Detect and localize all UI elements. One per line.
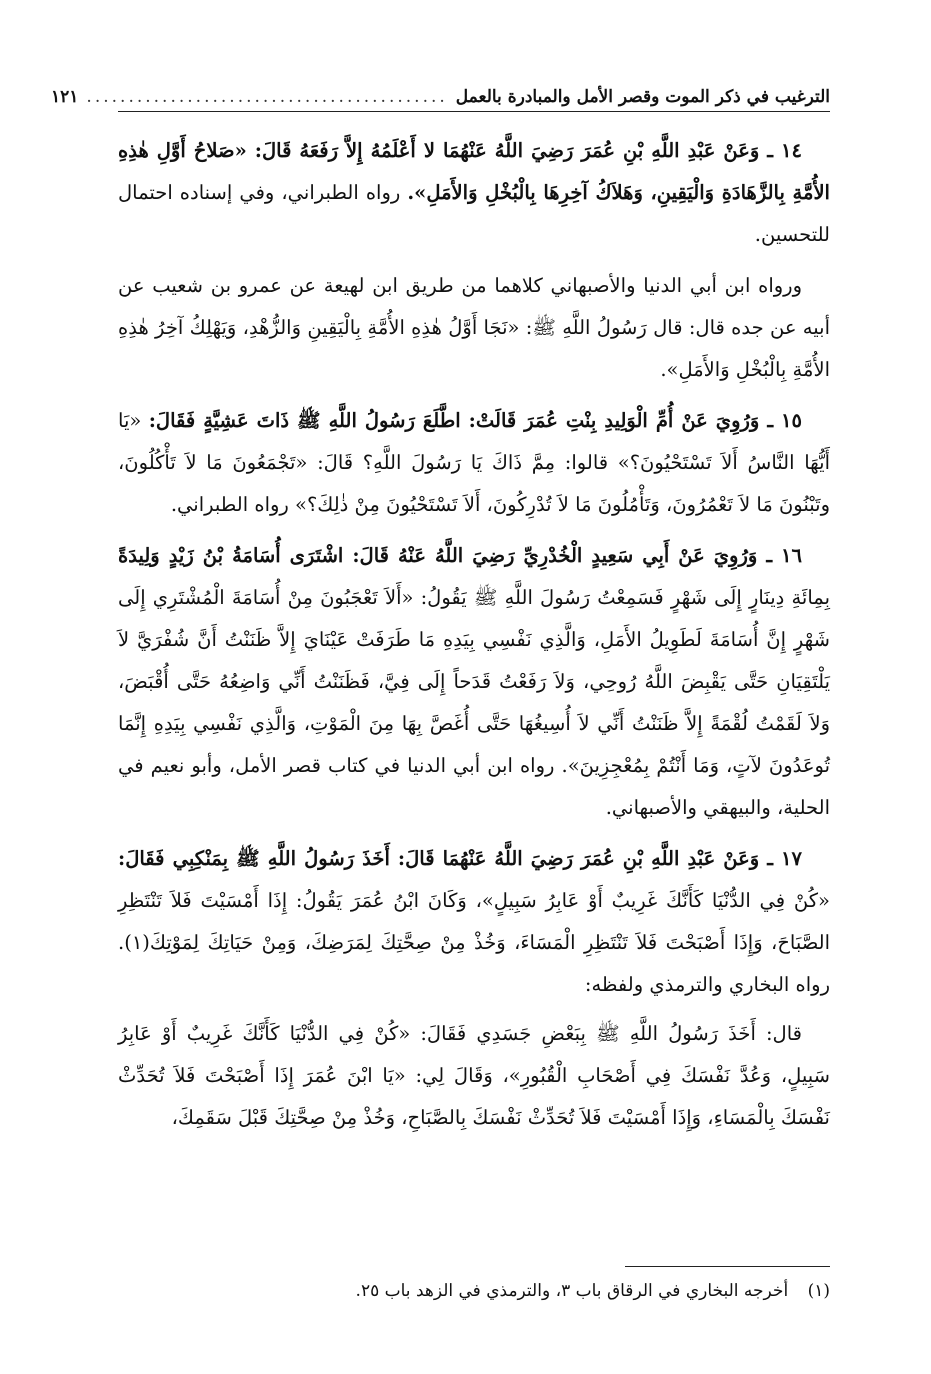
running-head-leader-dots: ...........................................	[86, 87, 448, 107]
commentary-text: قال: أَخَذَ رَسُولُ اللَّهِ ﷺ بِبَعْضِ جَسَدِي فَقَالَ: «كُنْ فِي الدُّنْيَا كَأَنَّكَ غَرِيبٌ أَوْ عَابِرُ سَبِيلٍ، وَعُدَّ نَفْسَكَ فِي أَصْحَابِ الْقُبُورِ»، وَقَالَ لِي: «يَا ابْنَ عُمَرَ إِذَا أَصْبَحْتَ فَلاَ تُحَدِّثْ نَفْسَكَ بِالْمَسَاءِ، وَإِذَا أَمْسَيْتَ فَلاَ تُحَدِّثْ نَفْسَكَ بِالصَّبَاحِ، وَخُذْ مِنْ صِحَّتِكَ قَبْلَ سَقَمِكَ،	[118, 1022, 830, 1129]
page-body	[118, 130, 830, 1139]
commentary-text: رواه الطبراني، وفي إسناده احتمال للتحسين.	[118, 181, 830, 246]
paragraph-hadith-17	[118, 838, 830, 1006]
paragraph-hadith-15	[118, 400, 830, 526]
paragraph-hadith-14	[118, 130, 830, 256]
paragraph-variant	[118, 1013, 830, 1139]
commentary-text: «يَا أَيُّهَا النَّاسُ أَلاَ تَسْتَحْيُونَ؟» قالوا: مِمَّ ذَاكَ يَا رَسُولَ اللَّهِ؟ قَالَ: «تَجْمَعُونَ مَا لاَ تَأْكُلُونَ، وتَبْنُونَ مَا لاَ تَعْمُرُونَ، وَتَأْمُلُونَ مَا لاَ تُدْرِكُونَ، أَلاَ تَسْتَحْيُونَ مِنْ ذٰلِكَ؟» رواه الطبراني.	[118, 409, 830, 516]
hadith-text: ١٦ ـ وَرُوِيَ عَنْ أَبِي سَعِيدٍ الْخُدْرِيِّ رَضِيَ اللَّهُ عَنْهُ قَالَ: اشْتَرَى أُسَامَةُ بْنُ زَيْدٍ وَلِيدَةً	[118, 544, 802, 567]
footnote-marker: (١)	[807, 1281, 830, 1301]
footnote	[118, 1276, 830, 1306]
hadith-text: ١٧ ـ وَعَنْ عَبْدِ اللَّهِ بْنِ عُمَرَ رَضِيَ اللَّهُ عَنْهُمَا قَالَ: أَخَذَ رَسُولُ اللَّهِ ﷺ بِمَنْكِبِي فَقَالَ:	[118, 847, 802, 870]
running-head-title: الترغيب في ذكر الموت وقصر الأمل والمبادرة بالعمل	[455, 87, 830, 107]
paragraph-hadith-16	[118, 535, 830, 829]
hadith-text: ١٤ ـ وَعَنْ عَبْدِ اللَّهِ بْنِ عُمَرَ رَضِيَ اللَّهُ عَنْهُمَا لا أَعْلَمُهُ إِلاَّ رَفَعَهُ قَالَ: «صَلاحُ أَوَّلِ هٰذِهِ الأُمَّةِ بِالزَّهَادَةِ وَالْيَقِينِ، وَهَلاَكُ آخِرِهَا بِالْبُخْلِ وَالأَمَلِ».	[118, 139, 830, 204]
commentary-text: ورواه ابن أبي الدنيا والأصبهاني كلاهما من طريق ابن لهيعة عن عمرو بن شعيب عن أبيه عن جده قال: قال رَسُولُ اللَّهِ ﷺ: «نَجَا أَوَّلُ هٰذِهِ الأُمَّةِ بِالْيَقِينِ وَالزُّهْدِ، وَيَهْلِكُ آخِرُ هٰذِهِ الأُمَّةِ بِالْبُخْلِ وَالأَمَلِ».	[118, 274, 830, 381]
hadith-text: ١٥ ـ وَرُوِيَ عَنْ أُمِّ الْوَلِيدِ بِنْتِ عُمَرَ قَالَتْ: اطَّلَعَ رَسُولُ اللَّهِ ﷺ ذَاتَ عَشِيَّةٍ فَقَالَ:	[148, 409, 802, 432]
commentary-text: «كُنْ فِي الدُّنْيَا كَأَنَّكَ غَرِيبٌ أَوْ عَابِرُ سَبِيلٍ»، وَكَانَ ابْنُ عُمَرَ يَقُولُ: إِذَا أَمْسَيْتَ فَلاَ تَنْتَظِرِ الصَّبَاحَ، وَإِذَا أَصْبَحْتَ فَلاَ تَنْتَظِرِ الْمَسَاءَ، وَخُذْ مِنْ صِحَّتِكَ لِمَرَضِكَ، وَمِنْ حَيَاتِكَ لِمَوْتِكَ(١). رواه البخاري والترمذي ولفظه:	[118, 889, 830, 996]
page-number: ١٢١	[51, 87, 79, 107]
book-page	[51, 78, 830, 1338]
running-head	[51, 78, 830, 112]
footnote-divider	[625, 1266, 830, 1267]
paragraph-narration	[118, 265, 830, 391]
footnote-text: أخرجه البخاري في الرقاق باب ٣، والترمذي في الزهد باب ٢٥.	[355, 1281, 789, 1301]
commentary-text: بِمِائَةِ دِينَارٍ إِلَى شَهْرٍ فَسَمِعْتُ رَسُولَ اللَّهِ ﷺ يَقُولُ: «أَلاَ تَعْجَبُونَ مِنْ أُسَامَةَ الْمُشْتَرِي إِلَى شَهْرٍ إِنَّ أُسَامَةَ لَطَوِيلُ الأَمَلِ، وَالَّذِي نَفْسِي بِيَدِهِ مَا طَرَفَتْ عَيْنَايَ إِلاَّ ظَنَنْتُ أَنَّ شُفْرَيَّ لاَ يَلْتَقِيَانِ حَتَّى يَقْبِضَ اللَّهُ رُوحِي، وَلاَ رَفَعْتُ قَدَحاً إِلَى فِيَّ، فَظَنَنْتُ أَنِّي وَاضِعُهُ حَتَّى أُقْبَضَ، وَلاَ لَقَمْتُ لُقْمَةً إِلاَّ ظَنَنْتُ أَنِّي لاَ أُسِيغُهَا حَتَّى أُغَصَّ بِهَا مِنَ الْمَوْتِ، وَالَّذِي نَفْسِي بِيَدِهِ إِنَّمَا تُوعَدُونَ لآتٍ، وَمَا أَنْتُمْ بِمُعْجِزِينَ». رواه ابن أبي الدنيا في كتاب قصر الأمل، وأبو نعيم في الحلية، والبيهقي والأصبهاني.	[118, 586, 830, 819]
